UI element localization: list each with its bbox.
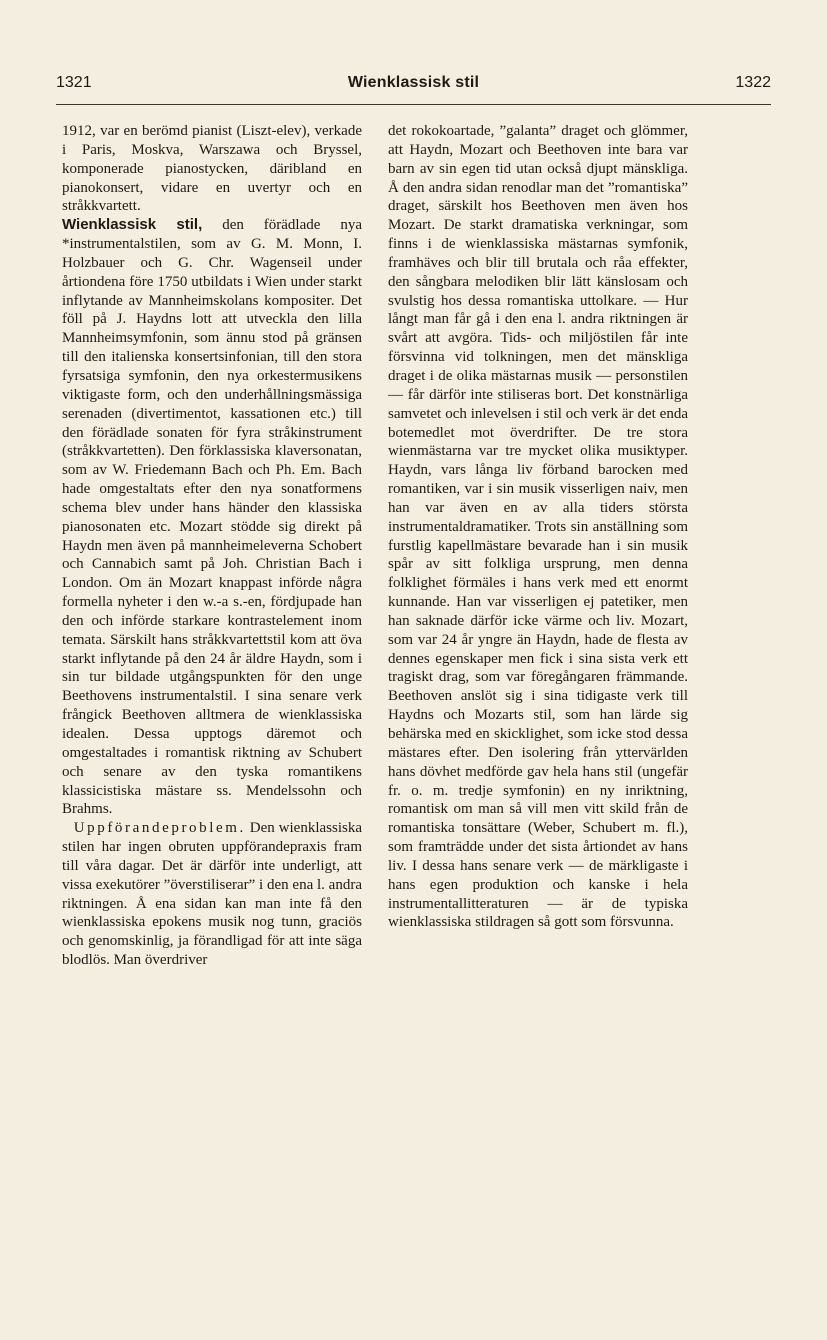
right-column [388,122,688,932]
page-number-left: 1321 [56,74,92,91]
page-number-right: 1322 [735,74,771,91]
entry-paragraph [62,216,362,819]
header-rule [56,104,771,105]
entry-body: den förädlade nya *instrumentalstilen, som av G. M. Monn, I. Holzbauer och G. Chr. Wagenseil under årtiondena före 1750 utbildats i Wien under starkt inflytande av Mannheimskolans kompositer. Det föll på J. Haydns lott att utveckla den lilla Mannheimsymfonin, som ännu stod på gränsen till den italienska konsertsinfonian, till den stora fyrsatsiga symfonin, den nya orkestermusikens viktigaste form, och den underhållningsmässiga serenaden (divertimentot, kassationen etc.) till den förädlade sonaten för fyra stråkinstrument (stråkkvartetten). Den förklassiska klaversonatan, som av W. Friedemann Bach och Ph. Em. Bach hade omgestaltats efter den nya sonatformens schema blev under hans händer den klassiska pianosonaten etc. Mozart stödde sig direkt på Haydn men även på mannheimeleverna Schobert och Cannabich samt på Joh. Christian Bach i London. Om än Mozart knappast införde några formella nyheter i den w.-a s.-en, fördjupade han den och införde starkare kontrastelement inom temata. Särskilt hans stråkkvartettstil kom att öva starkt inflytande på den 24 år äldre Haydn, som i sin tur bildade utgångspunkten för den unge Beethovens instrumentalstil. I sina senare verk frångick Beethoven alltmera de wienklassiska idealen. Dessa upptogs däremot och omgestaltades i romantisk riktning av Schubert och senare av den tyska romantikens klassicistiska mästare ss. Mendelssohn och Brahms. [62,217,362,818]
section-body: Den wienklassiska stilen har ingen obruten uppförandepraxis fram till våra dagar. Det är därför inte underligt, att vissa exekutörer ”överstiliserar” i den ena l. andra riktningen. Å ena sidan kan man inte få den wienklassiska epokens musik nog tunn, graciös och genomskinlig, ja förandligad för att inte säga blodlös. Man överdriver [62,820,363,969]
continued-entry-paragraph: 1912, var en berömd pianist (Liszt-elev), verkade i Paris, Moskva, Warszawa och Bryssel, komponerade pianostycken, däribland en pianokonsert, vidare en uvertyr och en stråkkvartett. [62,123,362,215]
entry-headword: Wienklassisk stil, [62,216,203,234]
page-header [56,74,771,104]
left-column [62,122,362,970]
section-paragraph [62,819,362,970]
section-heading: Uppförandeproblem. [73,820,246,837]
right-column-paragraph: det rokokoartade, ”galanta” draget och glömmer, att Haydn, Mozart och Beethoven inte bara var barn av sin egen tid utan också djupt mänskliga. Å den andra sidan renodlar man det ”romantiska” draget, särskilt hos Beethoven men även hos Mozart. De starkt dramatiska verkningar, som finns i de wienklassiska mästarnas symfonik, framhäves och blir till brutala och råa effekter, den sångbara melodiken blir lätt känslosam och svulstig hos dessa romantiska uttolkare. — Hur långt man får gå i den ena l. andra riktningen är svårt att avgöra. Tids- och miljöstilen får inte försvinna vid tolkningen, men det mänskliga draget i de olika mästarnas musik — personstilen — får därför inte stiliseras bort. Det konstnärliga samvetet och inlevelsen i stil och verk är det enda botemedlet mot överdrifter. De tre stora wienmästarna var tre mycket olika musiktyper. Haydn, vars långa liv förband barocken med romantiken, var i sin musik visserligen naiv, men han var även en av alla tiders största instrumentaldramatiker. Trots sin anställning som furstlig kapellmästare bevarade han i sin musik spår av sitt folkliga ursprung, men denna folklighet förmäles i hans verk med ett enormt kunnande. Han var visserligen ej patetiker, men han saknade därför icke värme och liv. Mozart, som var 24 år yngre än Haydn, hade de flesta av dennes egenskaper men fick i sina sista verk ett tragiskt drag, som var föregångaren främmande. Beethoven anslöt sig i sina tidigaste verk till Haydns och Mozarts stil, som han lärde sig behärska med en skicklighet, som icke stod dessa mästares efter. Den isolering från yttervärlden hans dövhet medförde gav hela hans stil (ungefär fr. o. m. tredje symfonin) en ny inriktning, romantisk om man så vill men vitt skild från de romantiska tonsättare (Weber, Schubert m. fl.), som framträdde under det sista årtiondet av hans liv. I dessa hans senare verk — de märkligaste i hans egen produktion och kanske i hela instrumentallitteraturen — är de typiska wienklassiska stildragen så gott som försvunna. [388,123,688,931]
running-head-title: Wienklassisk stil [347,74,480,91]
